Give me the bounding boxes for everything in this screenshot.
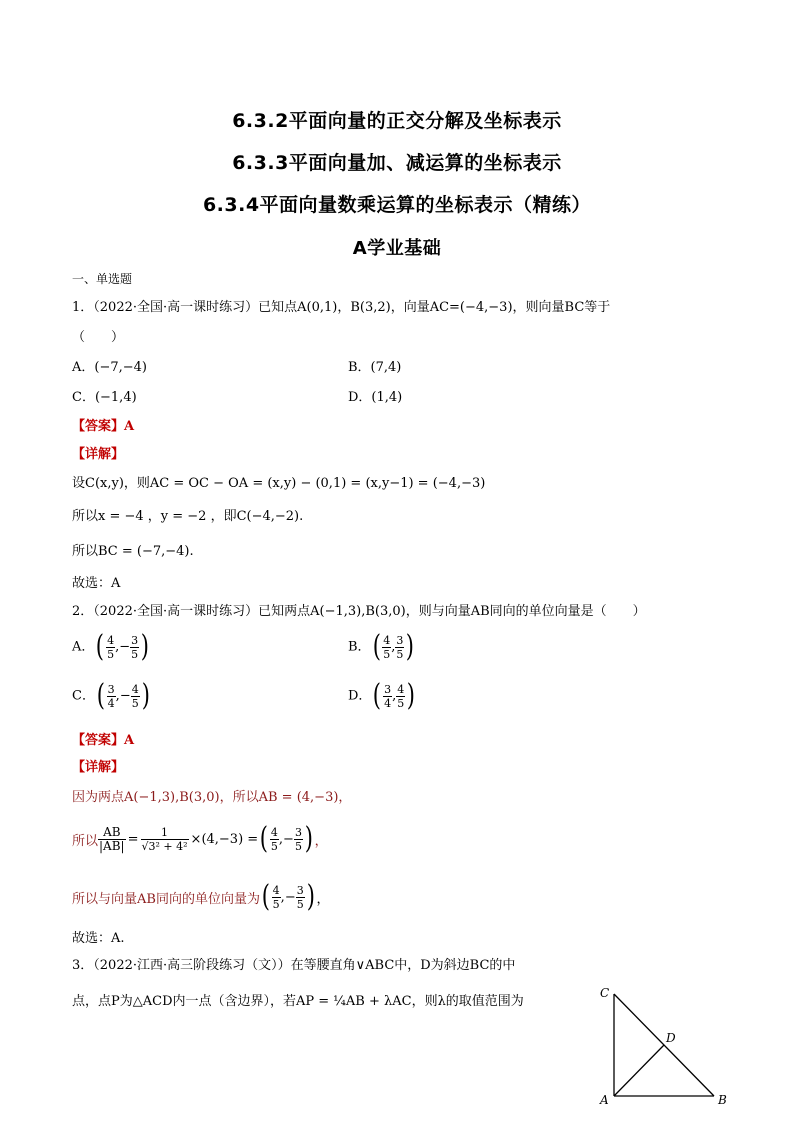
frac-den: 5: [383, 647, 391, 661]
frac-num: 4: [272, 883, 280, 897]
q2-conclusion: 故选：A.: [72, 931, 125, 946]
frac-den: 5: [397, 696, 405, 710]
title-line-2: 6.3.3平面向量加、减运算的坐标表示: [232, 152, 562, 174]
segment-ad: [614, 1045, 664, 1096]
question-type-heading: 一、单选题: [72, 272, 133, 286]
title-line-3: 6.3.4平面向量数乘运算的坐标表示（精练）: [202, 194, 592, 216]
q2-stem: 2．（2022·全国·高一课时练习）已知两点A(−1,3),B(3,0)，则与向量AB同向的单位向量是（ ）: [72, 604, 646, 619]
q2-detail-heading: 【详解】: [72, 760, 125, 775]
minus-sign: −: [119, 639, 131, 655]
frac-den: 4: [384, 696, 392, 710]
frac-num: 3: [296, 883, 304, 897]
q1-conclusion: 故选：A: [72, 576, 121, 591]
frac-num: 4: [107, 633, 115, 647]
q1-solution-line-3: 所以BC = (−7,−4).: [72, 544, 194, 559]
label-b: B: [718, 1093, 727, 1107]
q1-solution-line-2: 所以x = −4 ，y = −2 ，即C(−4,−2).: [72, 509, 304, 524]
minus-sign: −: [119, 688, 131, 704]
frac-den: 5: [294, 839, 302, 853]
label-a: A: [600, 1093, 609, 1107]
q1-detail-heading: 【详解】: [72, 447, 125, 462]
minus-sign: −: [283, 831, 294, 847]
triangle-figure: [596, 982, 736, 1108]
frac-num: 3: [131, 633, 139, 647]
label-c: C: [600, 986, 610, 1000]
frac-num: 3: [384, 682, 392, 696]
q2-solution-line-2: 所以 $\frac{AB}{|AB|}$ = $\frac{1}{\text{√3² + 4²}}$ ×(4,−3) = ( $\frac{4}{5}$ , − $\frac{3}{5}$ ) ，: [72, 821, 328, 856]
q1-answer: 【答案】A: [72, 419, 135, 434]
q1-stem: 1．（2022·全国·高一课时练习）已知点A(0,1)，B(3,2)，向量AC=(−4,−3)，则向量BC等于: [72, 300, 611, 315]
frac-den: 5: [107, 647, 115, 661]
q1-solution-line-1: 设C(x,y)，则AC = OC − OA = (x,y) − (0,1) = (x,y−1) = (−4,−3): [72, 476, 486, 491]
q2-option-a: A．( $\frac{4}{5}$ ,− $\frac{3}{5}$ ): [72, 629, 150, 664]
frac-den: 5: [131, 647, 139, 661]
minus-sign: −: [284, 889, 296, 905]
frac-num: 3: [107, 682, 115, 696]
q3-stem-line-2: 点，点P为△ACD内一点（含边界），若AP = ¼AB + λAC，则λ的取值范围为: [72, 994, 524, 1009]
q1-option-c: C．(−1,4): [72, 390, 137, 405]
vector-ab-magnitude: |AB|: [99, 838, 125, 853]
sqrt-expression: √3² + 4²: [141, 839, 188, 853]
q2-solution-line-3: 所以与向量AB同向的单位向量为 ( $\frac{4}{5}$ , − $\frac{3}{5}$ ) ，: [72, 879, 330, 914]
frac-num: 3: [396, 633, 404, 647]
q2-solution-line-1: 因为两点A(−1,3),B(3,0)，所以AB = (4,−3)，: [72, 790, 352, 805]
q2-option-d-label: D．: [348, 688, 372, 704]
frac-den: 5: [396, 647, 404, 661]
section-title: A学业基础: [352, 238, 442, 259]
q1-option-b: B．(7,4): [348, 360, 402, 375]
q1-option-d: D．(1,4): [348, 390, 403, 405]
comma: ，: [316, 891, 330, 907]
frac-den: 5: [296, 897, 304, 911]
q1-paren: （ ）: [72, 330, 125, 345]
frac-den: 5: [270, 839, 278, 853]
frac-num: 4: [270, 825, 278, 839]
frac-den: 4: [107, 696, 115, 710]
q2-option-c-label: C．: [72, 688, 95, 704]
frac-den: 5: [272, 897, 280, 911]
frac-den: 5: [131, 696, 139, 710]
frac-num: 3: [294, 825, 302, 839]
q2-option-d: D．( $\frac{3}{4}$ , $\frac{4}{5}$ ): [348, 678, 416, 713]
q2-answer: 【答案】A: [72, 733, 135, 748]
unit-vector-text: 所以与向量AB同向的单位向量为: [72, 891, 260, 907]
multiply-expression: ×(4,−3) =: [190, 831, 259, 847]
q2-option-b: B．( $\frac{4}{5}$ , $\frac{3}{5}$ ): [348, 629, 415, 664]
frac-num: 4: [383, 633, 391, 647]
one: 1: [141, 826, 189, 840]
vector-ab: AB: [98, 826, 126, 840]
label-d: D: [666, 1031, 676, 1045]
frac-num: 4: [397, 682, 405, 696]
q3-stem-line-1: 3．（2022·江西·高三阶段练习（文））在等腰直角∨ABC中，D为斜边BC的中: [72, 958, 516, 973]
q2-option-c: C．( $\frac{3}{4}$ ,− $\frac{4}{5}$ ): [72, 678, 150, 713]
q1-option-a: A．(−7,−4): [72, 360, 147, 375]
comma: ，: [314, 833, 328, 849]
q2-option-a-label: A．: [72, 639, 95, 655]
q2-option-b-label: B．: [348, 639, 371, 655]
frac-num: 4: [131, 682, 139, 696]
so-label: 所以: [72, 833, 99, 849]
title-line-1: 6.3.2平面向量的正交分解及坐标表示: [232, 110, 562, 132]
